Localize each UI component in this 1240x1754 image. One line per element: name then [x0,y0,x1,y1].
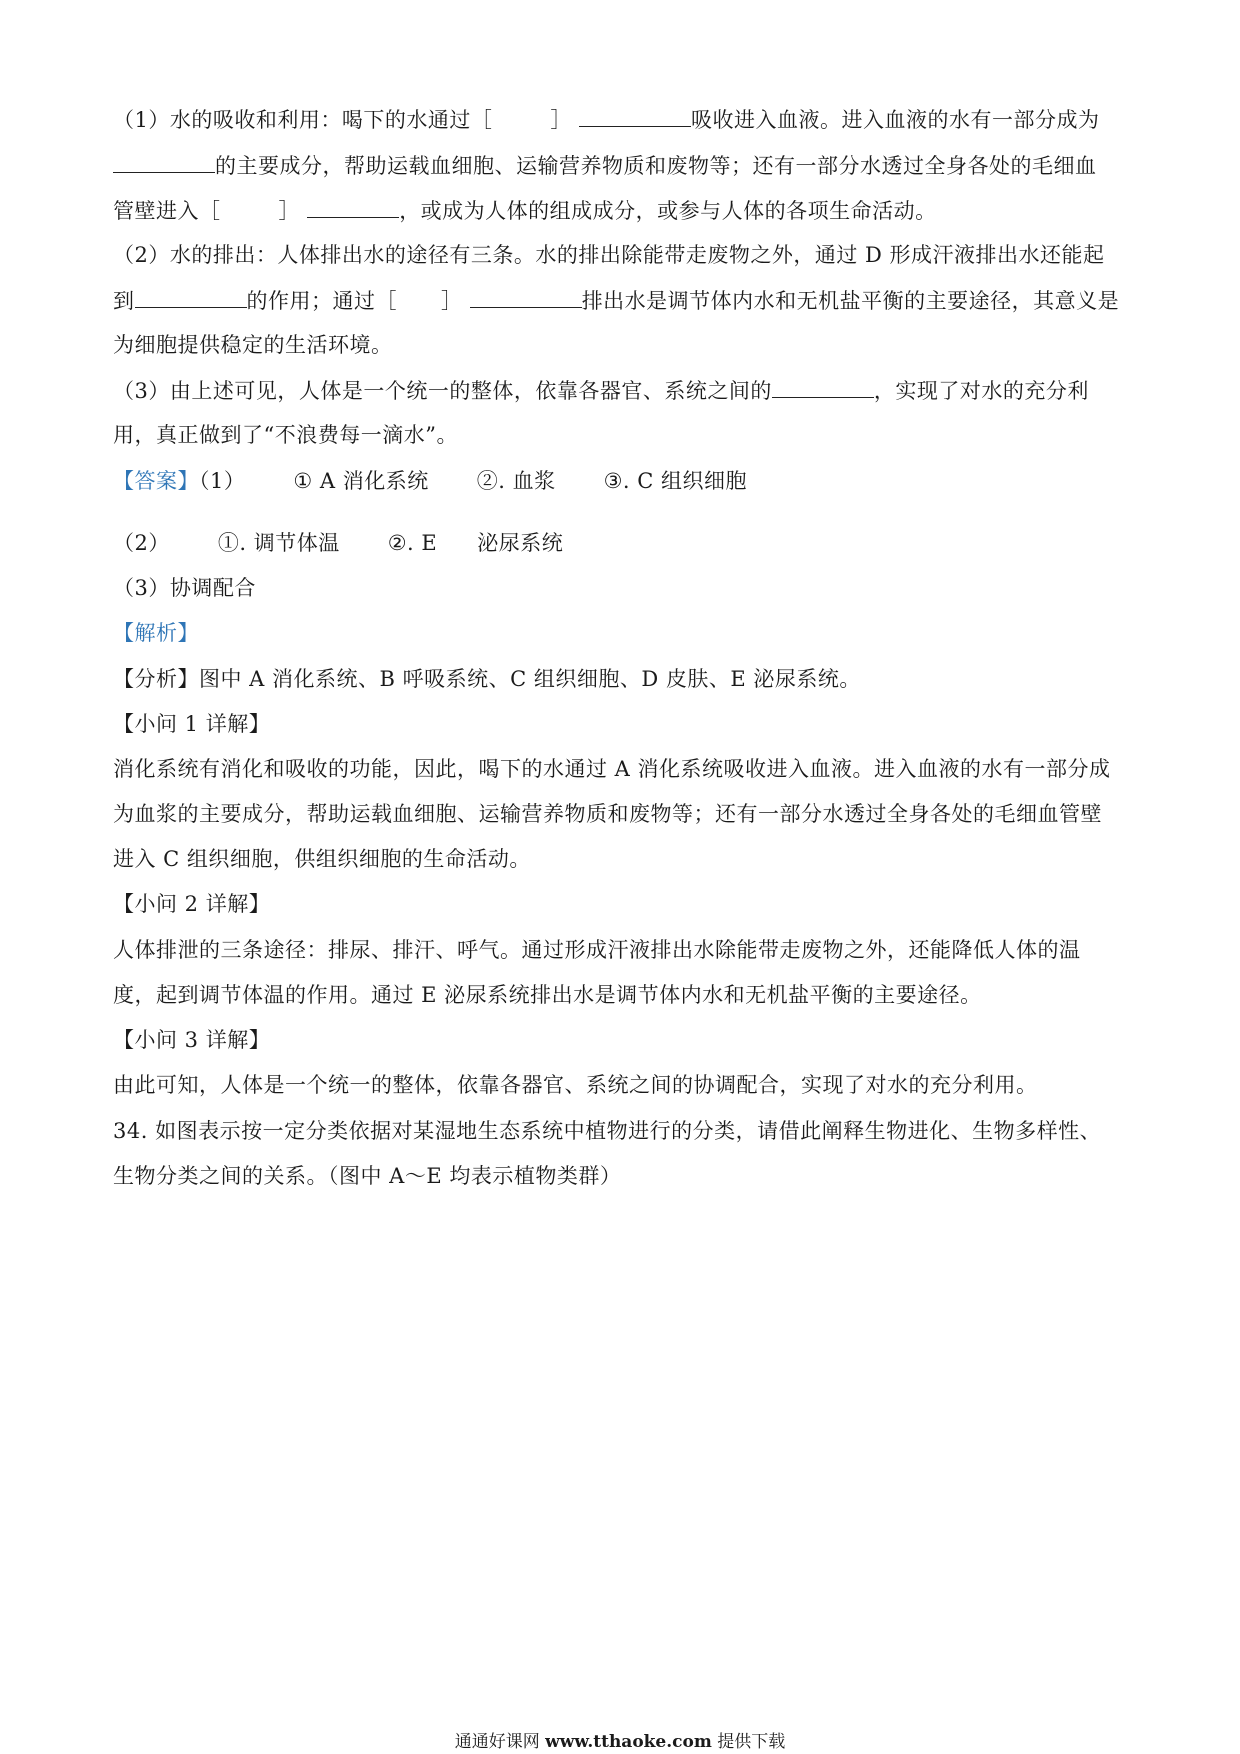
explanation-text: 由此可知，人体是一个统一的整体，依靠各器官、系统之间的协调配合，实现了对水的充分利用。 [113,1073,1038,1097]
q1-line-3 [113,195,1133,226]
answer-item: （3）协调配合 [113,576,256,600]
q1-text: （1）水的吸收和利用：喝下的水通过［ [113,108,493,132]
answer-item: ③. C 组织细胞 [603,469,747,493]
q1-text: 管壁进入［ [113,199,221,223]
q1-text: 吸收进入血液。进入血液的水有一部分成为 [691,108,1100,132]
answer-part-number: （2） [113,531,170,555]
subquestion-1-line-2 [113,799,1133,829]
explanation-text: 为血浆的主要成分，帮助运载血细胞、运输营养物质和废物等；还有一部分水透过全身各处的毛细血管壁 [113,802,1102,826]
subquestion-3-heading [113,1025,1133,1055]
subquestion-1-heading [113,709,1133,739]
answer-line-3 [113,573,1133,603]
q34-text: 34. 如图表示按一定分类依据对某湿地生态系统中植物进行的分类，请借此阐释生物进化、生物多样性、 [113,1119,1102,1143]
subquestion-2-line-2 [113,980,1133,1010]
q3-line-1 [113,375,1133,406]
answer-item: 泌尿系统 [477,531,564,555]
q3-line-2 [113,420,1133,450]
bracket-close: ］ [550,108,572,132]
answer-item: ②. E [387,531,438,555]
analysis-fenxi-text: 【分析】图中 A 消化系统、B 呼吸系统、C 组织细胞、D 皮肤、E 泌尿系统。 [113,667,861,691]
subquestion-heading-text: 【小问 3 详解】 [113,1028,271,1052]
subquestion-2-heading [113,889,1133,919]
answer-line-2 [113,528,1133,558]
fill-blank [135,285,247,308]
explanation-text: 消化系统有消化和吸收的功能，因此，喝下的水通过 A 消化系统吸收进入血液。进入血液的水有一部分成 [113,757,1111,781]
analysis-fenxi [113,664,1133,694]
q1-line-2 [113,150,1133,181]
fill-blank [579,104,691,127]
fill-blank [307,195,399,218]
explanation-text: 进入 C 组织细胞，供组织细胞的生命活动。 [113,847,531,871]
footer-suffix: 提供下载 [717,1732,786,1752]
q2-text: 为细胞提供稳定的生活环境。 [113,333,393,357]
fill-blank [772,375,874,398]
bracket-close: ］ [441,289,463,313]
q3-text: ，实现了对水的充分利 [873,379,1089,403]
q2-text: （2）水的排出：人体排出水的途径有三条。水的排出除能带走废物之外，通过 D 形成汗液排出水还能起 [113,243,1105,267]
fill-blank [470,285,582,308]
subquestion-2-line-1 [113,935,1133,965]
q1-text: ，或成为人体的组成成分，或参与人体的各项生命活动。 [399,199,937,223]
answer-item: ①. 调节体温 [217,531,340,555]
answer-line-1 [113,466,1133,496]
footer-url[interactable]: www.tthaoke.com [545,1732,712,1752]
fill-blank [113,150,215,173]
q34-text: 生物分类之间的关系。（图中 A～E 均表示植物类群） [113,1164,622,1188]
q34-line-1 [113,1116,1133,1146]
q2-line-1 [113,240,1133,270]
analysis-label-text: 【解析】 [113,621,199,645]
answer-part-number: （1） [199,469,246,493]
subquestion-3-line-1 [113,1070,1133,1100]
subquestion-heading-text: 【小问 2 详解】 [113,892,271,916]
explanation-text: 人体排泄的三条途径：排尿、排汗、呼气。通过形成汗液排出水除能带走废物之外，还能降低人体的温 [113,938,1081,962]
q2-line-2 [113,285,1133,316]
bracket-close: ］ [278,199,300,223]
subquestion-1-line-1 [113,754,1133,784]
page-footer [0,1732,1240,1752]
q2-text: 到 [113,289,135,313]
q1-text: 的主要成分，帮助运载血细胞、运输营养物质和废物等；还有一部分水透过全身各处的毛细血 [215,154,1097,178]
q2-text: 排出水是调节体内水和无机盐平衡的主要途径，其意义是 [581,289,1120,313]
q3-text: （3）由上述可见，人体是一个统一的整体，依靠各器官、系统之间的 [113,379,772,403]
q3-text: 用，真正做到了“不浪费每一滴水”。 [113,423,458,447]
subquestion-heading-text: 【小问 1 详解】 [113,712,271,736]
answer-label: 【答案】 [113,469,199,493]
explanation-text: 度，起到调节体温的作用。通过 E 泌尿系统排出水是调节体内水和无机盐平衡的主要途径。 [113,983,982,1007]
q1-line-1 [113,104,1133,135]
footer-site-name: 通通好课网 [454,1732,540,1752]
q2-text: 的作用；通过［ [246,289,397,313]
q2-line-3 [113,330,1133,360]
analysis-label [113,618,1133,648]
subquestion-1-line-3 [113,844,1133,874]
answer-item: ②. 血浆 [476,469,556,493]
q34-line-2 [113,1161,1133,1191]
answer-item: ① A 消化系统 [293,469,429,493]
